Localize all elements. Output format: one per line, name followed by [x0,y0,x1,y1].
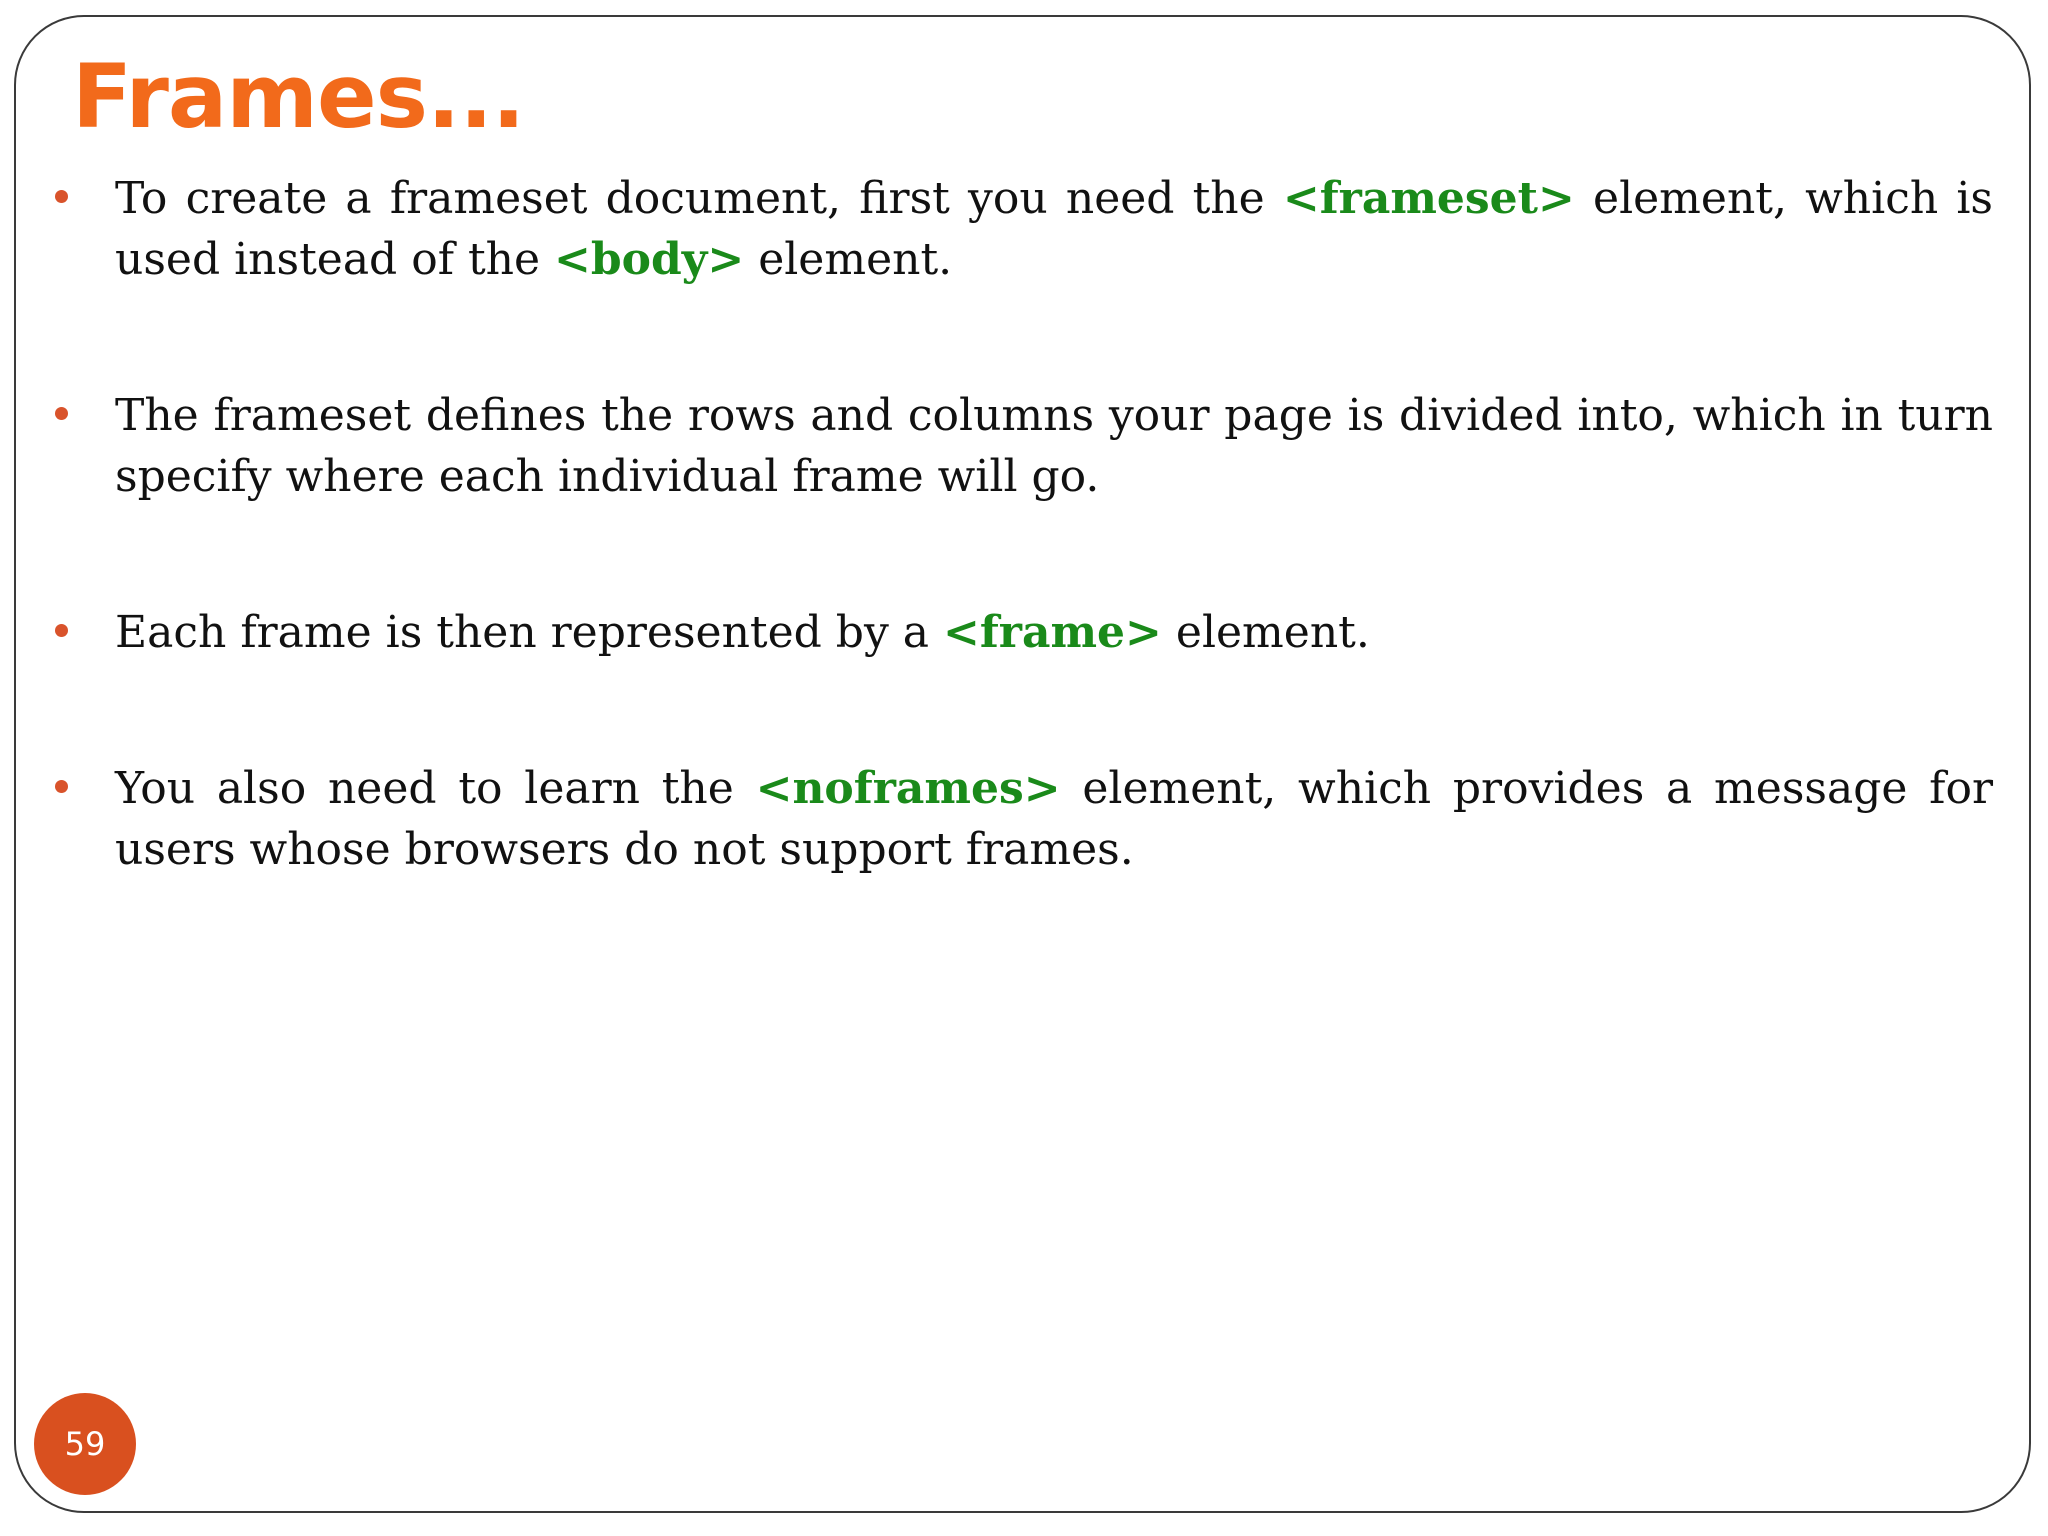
text-segment: Each frame is then represented by a [115,607,944,658]
text-segment: element, which provides a message for users whose browsers do not support frames. [115,763,1993,875]
bullet-text [115,168,1993,290]
text-segment: element, which is used instead of the [115,173,1993,285]
text-segment: You also need to learn the [115,763,756,814]
text-segment: element. [1161,607,1370,658]
bullet-item-frameset [115,168,1993,290]
bullet-text [115,602,1993,663]
bullet-item-noframes [115,758,1993,880]
bullet-item-rows-columns [115,385,1993,507]
bullet-dot-icon [55,780,68,793]
bullet-item-frame [115,602,1993,663]
page-number-badge: 59 [34,1393,136,1495]
bullet-dot-icon [55,190,68,203]
code-frame: <frame> [943,607,1162,658]
text-segment: To create a frameset document, first you need the [115,173,1283,224]
bullet-text [115,758,1993,880]
bullet-dot-icon [55,407,68,420]
bullet-dot-icon [55,624,68,637]
code-body: <body> [554,234,745,285]
bullet-text: The frameset defines the rows and columns your page is divided into, which in turn specify where each individual frame will go. [115,390,1993,502]
slide-title: Frames... [72,45,525,148]
code-frameset: <frameset> [1282,173,1575,224]
code-noframes: <noframes> [755,763,1061,814]
text-segment: element. [744,234,953,285]
